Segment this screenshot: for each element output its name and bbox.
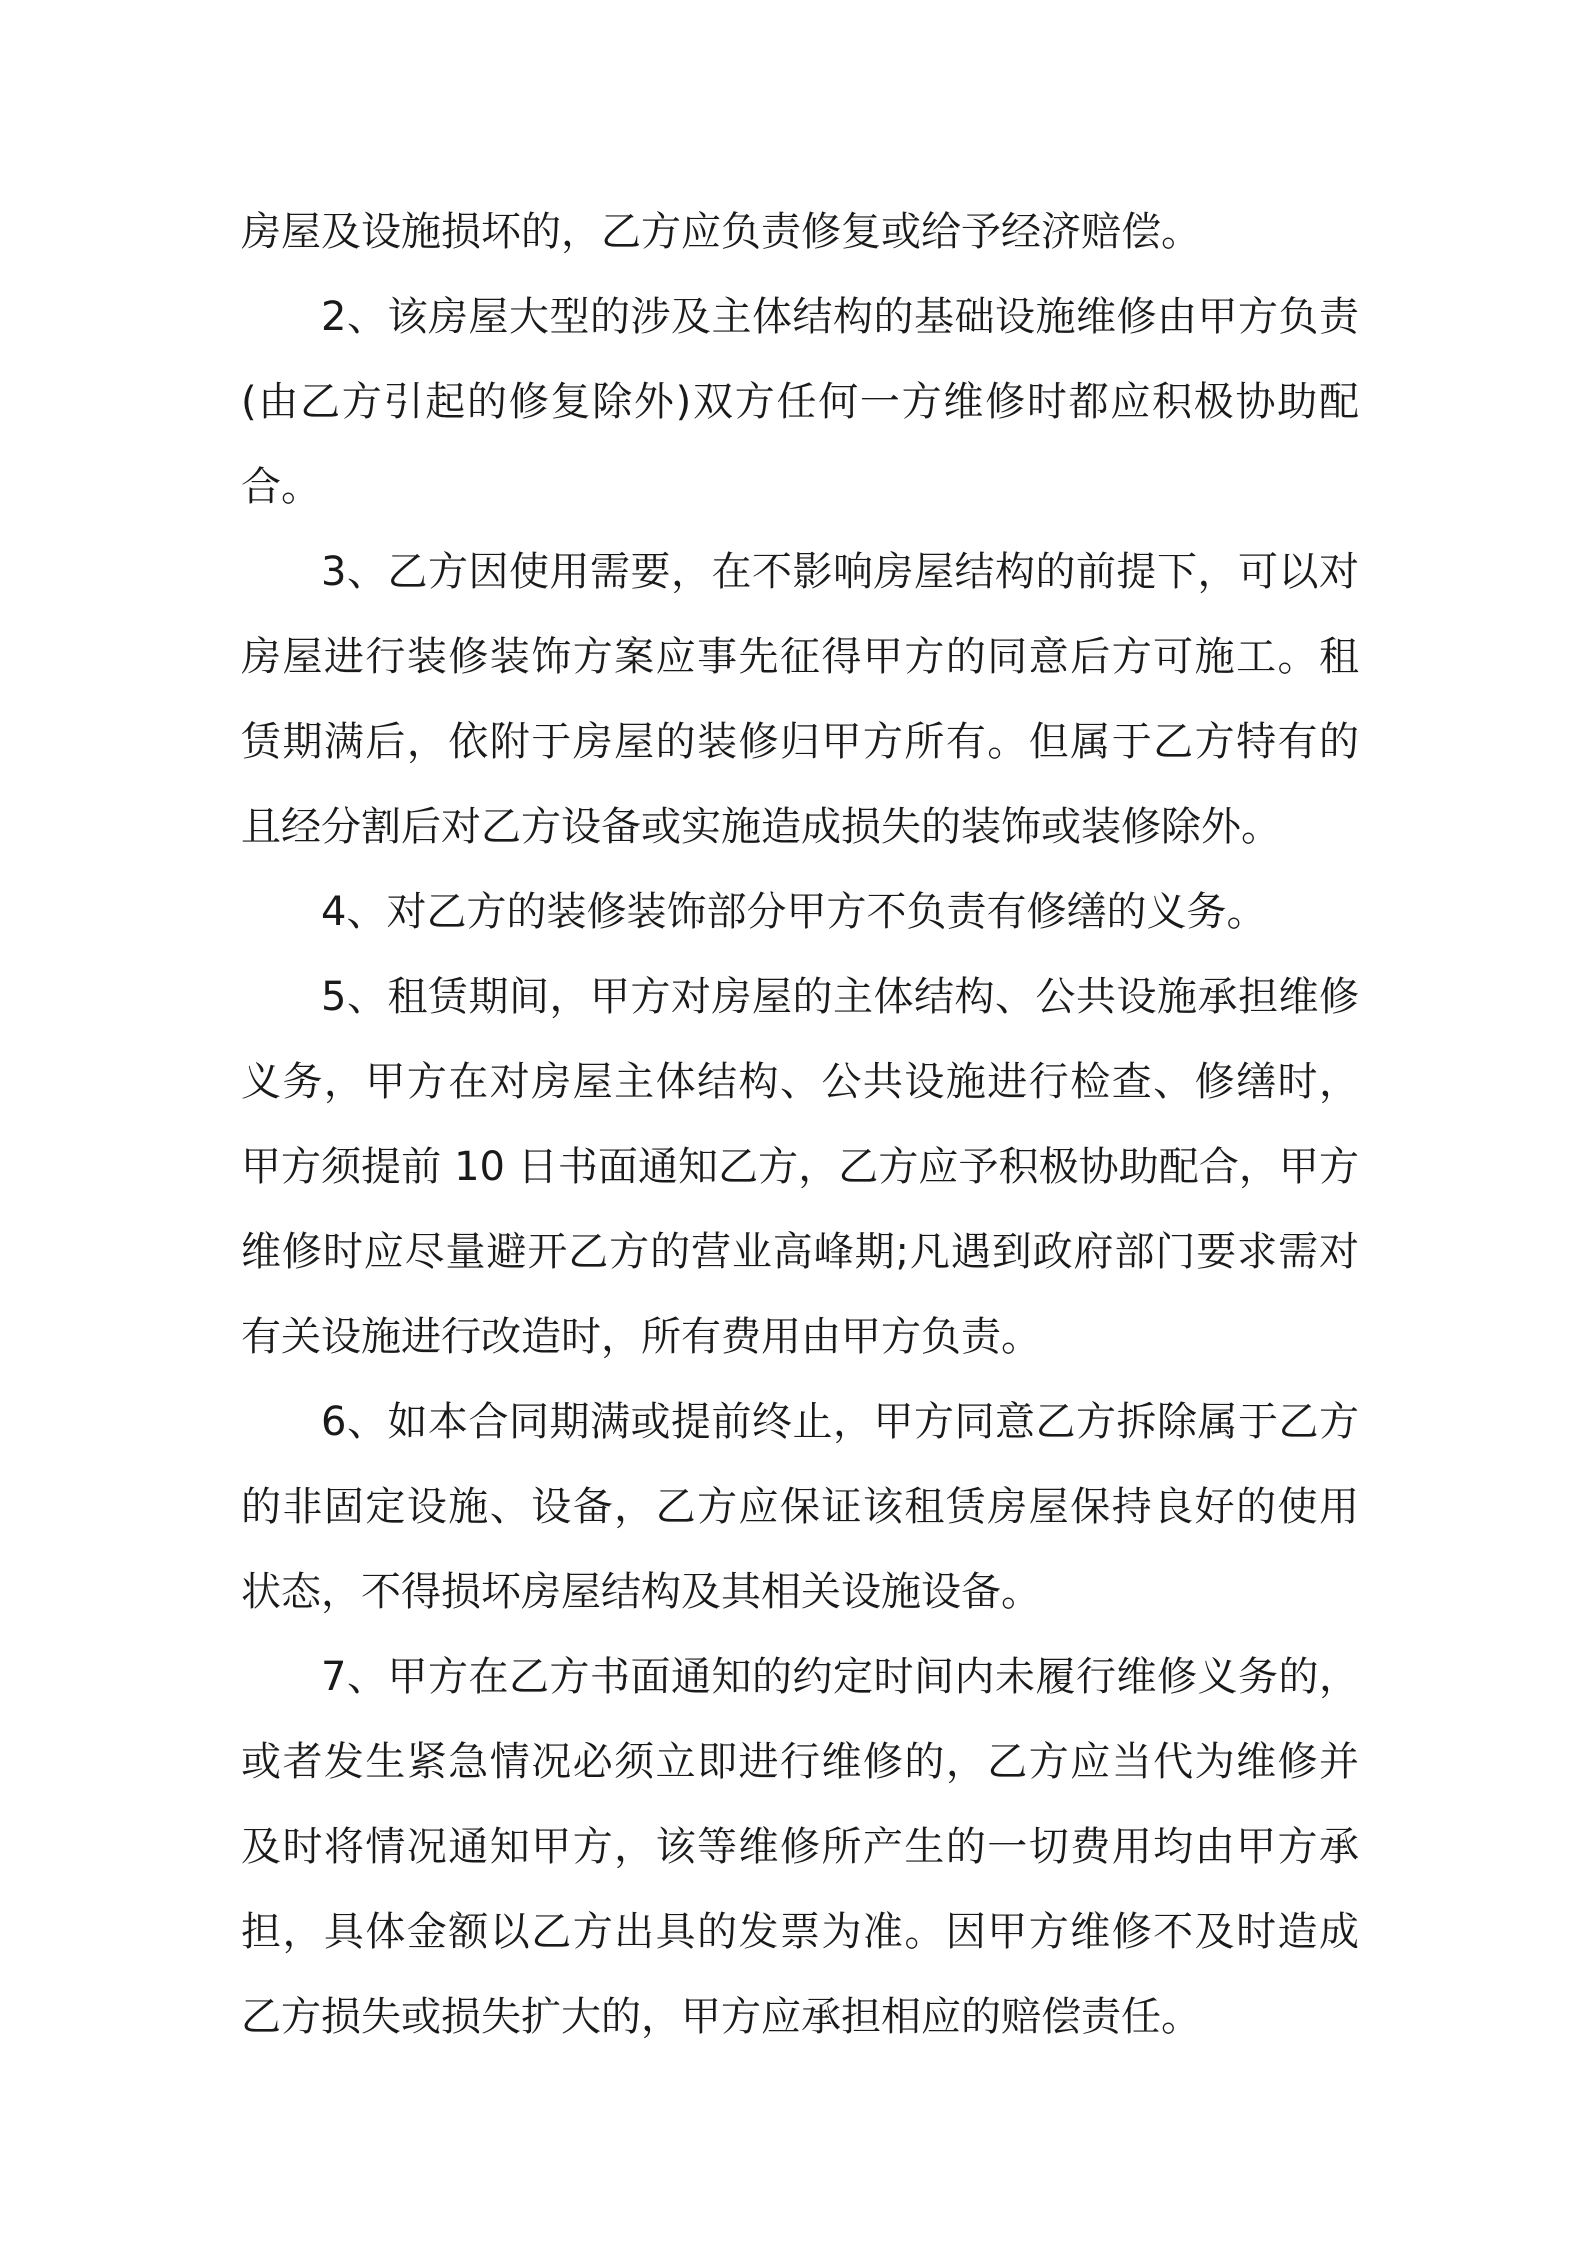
document-body (241, 190, 1359, 2060)
paragraph-clause-5: 5、租赁期间，甲方对房屋的主体结构、公共设施承担维修义务，甲方在对房屋主体结构、公共设施进行检查、修缮时，甲方须提前 10 日书面通知乙方，乙方应予积极协助配合，甲方维修时应尽量避开乙方的营业高峰期;凡遇到政府部门要求需对有关设施进行改造时，所有费用由甲方负责。 (241, 974, 1359, 1360)
paragraph-clause-7: 7、甲方在乙方书面通知的约定时间内未履行维修义务的，或者发生紧急情况必须立即进行维修的，乙方应当代为维修并及时将情况通知甲方，该等维修所产生的一切费用均由甲方承担，具体金额以乙方出具的发票为准。因甲方维修不及时造成乙方损失或损失扩大的，甲方应承担相应的赔偿责任。 (241, 1654, 1359, 2040)
paragraph-clause-2: 2、该房屋大型的涉及主体结构的基础设施维修由甲方负责(由乙方引起的修复除外)双方任何一方维修时都应积极协助配合。 (241, 294, 1359, 510)
paragraph-clause-3: 3、乙方因使用需要，在不影响房屋结构的前提下，可以对房屋进行装修装饰方案应事先征得甲方的同意后方可施工。租赁期满后，依附于房屋的装修归甲方所有。但属于乙方特有的且经分割后对乙方设备或实施造成损失的装饰或装修除外。 (241, 549, 1359, 850)
paragraph-clause-6: 6、如本合同期满或提前终止，甲方同意乙方拆除属于乙方的非固定设施、设备，乙方应保证该租赁房屋保持良好的使用状态，不得损坏房屋结构及其相关设施设备。 (241, 1399, 1359, 1615)
paragraph-continuation: 房屋及设施损坏的，乙方应负责修复或给予经济赔偿。 (241, 209, 1201, 255)
paragraph-clause-4: 4、对乙方的装修装饰部分甲方不负责有修缮的义务。 (321, 889, 1267, 935)
